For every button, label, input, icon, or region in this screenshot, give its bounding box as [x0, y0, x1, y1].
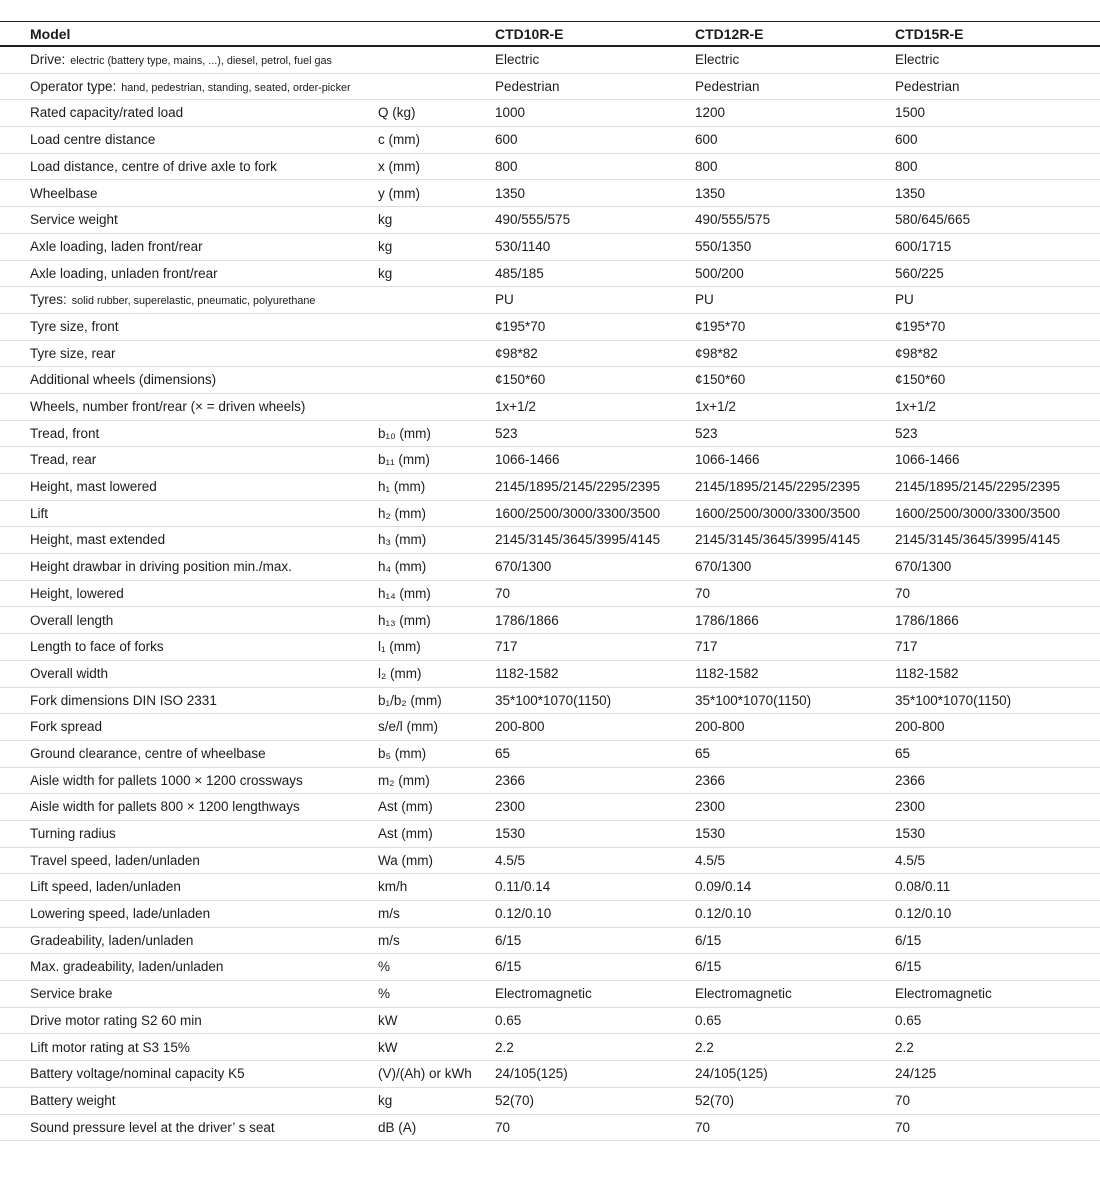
table-row — [0, 341, 1100, 368]
row-unit: kg — [378, 265, 393, 281]
table-row — [0, 688, 1100, 715]
row-label-small-text: electric (battery type, mains, ...), diesel, petrol, fuel gas — [67, 54, 332, 67]
row-label — [30, 213, 378, 227]
row-label-text: Lift motor rating at S3 15% — [30, 1039, 190, 1055]
row-value-ctd10r-e: 2300 — [495, 799, 526, 815]
row-value-ctd12r-e: 1200 — [695, 105, 726, 121]
row-value-ctd15r-e: 65 — [895, 745, 911, 761]
table-row — [0, 821, 1100, 848]
row-value-ctd12r-e: 2366 — [695, 772, 726, 788]
row-label — [30, 1121, 378, 1135]
row-label — [30, 774, 378, 788]
row-label-text: Height drawbar in driving position min./max. — [30, 559, 292, 575]
row-label-text: Turning radius — [30, 826, 116, 842]
row-value-ctd15r-e: Electric — [895, 52, 940, 68]
row-value-ctd12r-e: 1786/1866 — [695, 612, 759, 628]
row-value-ctd12r-e: 2145/3145/3645/3995/4145 — [695, 532, 861, 548]
model-header-label: Model — [30, 25, 71, 42]
row-label-text: Tyre size, rear — [30, 345, 116, 361]
row-value-ctd12r-e: 2.2 — [695, 1039, 714, 1055]
row-value-ctd12r-e: 35*100*1070(1150) — [695, 692, 812, 708]
row-label-text: Fork spread — [30, 719, 103, 735]
row-value-ctd12r-e: 0.09/0.14 — [695, 879, 752, 895]
row-value-ctd15r-e: 2300 — [895, 799, 926, 815]
row-value-ctd12r-e: 6/15 — [695, 932, 722, 948]
row-value-ctd10r-e: 4.5/5 — [495, 852, 526, 868]
row-value-ctd15r-e: 2366 — [895, 772, 926, 788]
row-label — [30, 453, 378, 467]
table-row — [0, 874, 1100, 901]
row-value-ctd10r-e: 1600/2500/3000/3300/3500 — [495, 505, 661, 521]
table-row — [0, 100, 1100, 127]
row-label-text: Height, mast extended — [30, 532, 166, 548]
row-value-ctd12r-e: 1182-1582 — [695, 665, 759, 681]
table-row — [0, 287, 1100, 314]
row-unit: % — [378, 986, 391, 1002]
row-value-ctd15r-e: 0.65 — [895, 1012, 922, 1028]
row-value-ctd12r-e: 1530 — [695, 826, 726, 842]
row-unit: c (mm) — [378, 132, 420, 148]
row-unit: m/s — [378, 932, 400, 948]
row-value-ctd12r-e: PU — [695, 292, 714, 308]
row-value-ctd10r-e: 600 — [495, 132, 518, 148]
row-label-text: Service weight — [30, 212, 118, 228]
row-label — [30, 480, 378, 494]
table-row — [0, 1115, 1100, 1142]
row-label-text: Wheelbase — [30, 185, 98, 201]
row-label — [30, 240, 378, 254]
table-row — [0, 180, 1100, 207]
row-label — [30, 80, 378, 94]
row-label-text: Height, lowered — [30, 585, 124, 601]
row-value-ctd12r-e: 4.5/5 — [695, 852, 726, 868]
table-row — [0, 447, 1100, 474]
row-value-ctd15r-e: Pedestrian — [895, 78, 960, 94]
row-label — [30, 427, 378, 441]
row-label-text: Tread, front — [30, 425, 100, 441]
row-value-ctd12r-e: 1066-1466 — [695, 452, 760, 468]
row-value-ctd15r-e: 1786/1866 — [895, 612, 959, 628]
table-row — [0, 1034, 1100, 1061]
table-row — [0, 848, 1100, 875]
row-value-ctd15r-e: 0.12/0.10 — [895, 906, 952, 922]
row-label — [30, 1041, 378, 1055]
row-value-ctd10r-e: 1000 — [495, 105, 526, 121]
table-row — [0, 154, 1100, 181]
row-value-ctd10r-e: 0.65 — [495, 1012, 522, 1028]
row-value-ctd15r-e: 70 — [895, 1092, 911, 1108]
table-row — [0, 527, 1100, 554]
table-row — [0, 47, 1100, 74]
row-label — [30, 293, 378, 307]
row-label-text: Lift — [30, 505, 49, 521]
row-label-text: Travel speed, laden/unladen — [30, 852, 200, 868]
row-label — [30, 880, 378, 894]
row-value-ctd15r-e: Electromagnetic — [895, 986, 992, 1002]
row-label — [30, 854, 378, 868]
row-value-ctd12r-e: 1350 — [695, 185, 726, 201]
row-label-text: Battery voltage/nominal capacity K5 — [30, 1066, 245, 1082]
row-label-text: Battery weight — [30, 1092, 116, 1108]
row-value-ctd10r-e: 670/1300 — [495, 559, 552, 575]
row-value-ctd12r-e: 490/555/575 — [695, 212, 771, 228]
row-unit: h₄ (mm) — [378, 559, 427, 575]
row-label-text: Length to face of forks — [30, 639, 164, 655]
row-value-ctd12r-e: 200-800 — [695, 719, 745, 735]
row-value-ctd15r-e: 800 — [895, 158, 918, 174]
row-value-ctd15r-e: 1066-1466 — [895, 452, 960, 468]
table-row — [0, 741, 1100, 768]
row-value-ctd10r-e: 200-800 — [495, 719, 545, 735]
row-label — [30, 106, 378, 120]
row-label-text: Drive motor rating S2 60 min — [30, 1012, 202, 1028]
row-value-ctd15r-e: ¢98*82 — [895, 345, 938, 361]
row-label-text: Gradeability, laden/unladen — [30, 932, 194, 948]
row-value-ctd10r-e: 485/185 — [495, 265, 544, 281]
row-value-ctd15r-e: 1530 — [895, 826, 926, 842]
row-unit: km/h — [378, 879, 408, 895]
row-label-text: Lift speed, laden/unladen — [30, 879, 181, 895]
row-label — [30, 987, 378, 1001]
row-label-text: Drive: — [30, 51, 66, 67]
row-label-text: Aisle width for pallets 1000 × 1200 crossways — [30, 772, 303, 788]
row-unit: h₃ (mm) — [378, 532, 427, 548]
row-unit: kW — [378, 1039, 398, 1055]
row-unit: h₂ (mm) — [378, 505, 426, 521]
table-row — [0, 901, 1100, 928]
row-value-ctd10r-e: 2145/1895/2145/2295/2395 — [495, 479, 661, 495]
table-row — [0, 981, 1100, 1008]
row-label — [30, 800, 378, 814]
row-label-text: Overall length — [30, 612, 114, 628]
row-unit: h₁₄ (mm) — [378, 585, 431, 601]
row-value-ctd10r-e: ¢195*70 — [495, 318, 546, 334]
row-unit: Wa (mm) — [378, 852, 433, 868]
row-label — [30, 720, 378, 734]
table-row — [0, 207, 1100, 234]
row-label — [30, 1014, 378, 1028]
row-unit: b₅ (mm) — [378, 745, 427, 761]
row-label — [30, 827, 378, 841]
row-value-ctd15r-e: 560/225 — [895, 265, 944, 281]
row-value-ctd12r-e: ¢98*82 — [695, 345, 738, 361]
row-value-ctd10r-e: 1530 — [495, 826, 526, 842]
row-value-ctd12r-e: ¢195*70 — [695, 318, 746, 334]
row-value-ctd12r-e: 2145/1895/2145/2295/2395 — [695, 479, 861, 495]
row-value-ctd12r-e: 717 — [695, 639, 718, 655]
row-label-small-text: solid rubber, superelastic, pneumatic, polyurethane — [68, 295, 316, 308]
row-label — [30, 667, 378, 681]
row-label-text: Load centre distance — [30, 132, 156, 148]
row-label — [30, 694, 378, 708]
row-value-ctd15r-e: 6/15 — [895, 932, 922, 948]
row-label — [30, 1094, 378, 1108]
row-unit: b₁₁ (mm) — [378, 452, 430, 468]
row-value-ctd12r-e: Pedestrian — [695, 78, 760, 94]
table-row — [0, 954, 1100, 981]
row-value-ctd12r-e: 70 — [695, 585, 711, 601]
row-value-ctd10r-e: 6/15 — [495, 959, 522, 975]
row-value-ctd15r-e: ¢150*60 — [895, 372, 946, 388]
spec-sheet-page — [0, 21, 1100, 1187]
table-row — [0, 661, 1100, 688]
row-value-ctd15r-e: 4.5/5 — [895, 852, 926, 868]
row-unit: (V)/(Ah) or kWh — [378, 1066, 472, 1082]
row-value-ctd12r-e: 0.12/0.10 — [695, 906, 752, 922]
row-label-text: Tyre size, front — [30, 318, 119, 334]
row-value-ctd15r-e: 600/1715 — [895, 238, 952, 254]
row-value-ctd10r-e: 530/1140 — [495, 238, 551, 254]
row-value-ctd15r-e: 600 — [895, 132, 918, 148]
row-label-text: Tyres: — [30, 292, 67, 308]
table-row — [0, 74, 1100, 101]
row-value-ctd15r-e: 523 — [895, 425, 918, 441]
row-value-ctd15r-e: PU — [895, 292, 914, 308]
row-value-ctd12r-e: 1x+1/2 — [695, 399, 736, 415]
table-row — [0, 581, 1100, 608]
row-value-ctd12r-e: 600 — [695, 132, 718, 148]
table-row — [0, 768, 1100, 795]
row-unit: y (mm) — [378, 185, 420, 201]
row-label — [30, 507, 378, 521]
table-row — [0, 474, 1100, 501]
row-unit: kg — [378, 1092, 393, 1108]
row-value-ctd12r-e: 670/1300 — [695, 559, 752, 575]
table-row — [0, 314, 1100, 341]
row-label-text: Aisle width for pallets 800 × 1200 lengthways — [30, 799, 300, 815]
row-label — [30, 960, 378, 974]
row-label-text: Service brake — [30, 986, 113, 1002]
row-value-ctd10r-e: 2.2 — [495, 1039, 514, 1055]
row-label — [30, 614, 378, 628]
row-value-ctd15r-e: 0.08/0.11 — [895, 879, 951, 895]
row-value-ctd12r-e: 1600/2500/3000/3300/3500 — [695, 505, 861, 521]
row-label-text: Load distance, centre of drive axle to fork — [30, 158, 277, 174]
table-row — [0, 394, 1100, 421]
row-label-text: Rated capacity/rated load — [30, 105, 184, 121]
row-value-ctd12r-e: 65 — [695, 745, 711, 761]
table-row — [0, 794, 1100, 821]
row-value-ctd12r-e: 500/200 — [695, 265, 744, 281]
row-value-ctd10r-e: 2366 — [495, 772, 526, 788]
row-label — [30, 907, 378, 921]
table-row — [0, 714, 1100, 741]
row-unit: m/s — [378, 906, 400, 922]
row-value-ctd15r-e: ¢195*70 — [895, 318, 946, 334]
row-value-ctd15r-e: 70 — [895, 1119, 911, 1135]
row-unit: l₁ (mm) — [378, 639, 421, 655]
row-label — [30, 747, 378, 761]
row-value-ctd12r-e: 800 — [695, 158, 718, 174]
row-value-ctd12r-e: 2300 — [695, 799, 726, 815]
column-header-ctd10r-e: CTD10R-E — [495, 25, 564, 42]
row-value-ctd10r-e: 1066-1466 — [495, 452, 560, 468]
row-value-ctd15r-e: 1600/2500/3000/3300/3500 — [895, 505, 1061, 521]
row-label-text: Tread, rear — [30, 452, 97, 468]
row-value-ctd15r-e: 1182-1582 — [895, 665, 959, 681]
row-label — [30, 533, 378, 547]
row-value-ctd10r-e: Pedestrian — [495, 78, 560, 94]
row-label — [30, 187, 378, 201]
table-row — [0, 421, 1100, 448]
row-value-ctd15r-e: 200-800 — [895, 719, 945, 735]
row-value-ctd10r-e: 0.12/0.10 — [495, 906, 552, 922]
row-unit: l₂ (mm) — [378, 665, 422, 681]
table-row — [0, 1061, 1100, 1088]
row-label — [30, 640, 378, 654]
table-row — [0, 501, 1100, 528]
row-value-ctd15r-e: 1500 — [895, 105, 926, 121]
table-row — [0, 1088, 1100, 1115]
table-row — [0, 1008, 1100, 1035]
row-value-ctd15r-e: 70 — [895, 585, 911, 601]
row-value-ctd10r-e: 52(70) — [495, 1092, 535, 1108]
row-value-ctd10r-e: 24/105(125) — [495, 1066, 568, 1082]
row-label — [30, 347, 378, 361]
row-label — [30, 560, 378, 574]
row-value-ctd10r-e: 1x+1/2 — [495, 399, 536, 415]
table-row — [0, 127, 1100, 154]
row-unit: kg — [378, 212, 393, 228]
row-value-ctd10r-e: 35*100*1070(1150) — [495, 692, 612, 708]
row-label-small-text: hand, pedestrian, standing, seated, order-picker — [118, 81, 351, 94]
row-label-text: Additional wheels (dimensions) — [30, 372, 217, 388]
row-label — [30, 133, 378, 147]
row-value-ctd12r-e: 52(70) — [695, 1092, 735, 1108]
row-label — [30, 373, 378, 387]
row-value-ctd12r-e: Electromagnetic — [695, 986, 792, 1002]
row-unit: b₁₀ (mm) — [378, 425, 431, 441]
row-value-ctd10r-e: 1786/1866 — [495, 612, 559, 628]
row-value-ctd10r-e: ¢150*60 — [495, 372, 546, 388]
row-value-ctd10r-e: 1350 — [495, 185, 526, 201]
row-unit: Q (kg) — [378, 105, 416, 121]
row-value-ctd12r-e: 24/105(125) — [695, 1066, 768, 1082]
row-value-ctd10r-e: PU — [495, 292, 514, 308]
row-label-text: Fork dimensions DIN ISO 2331 — [30, 692, 217, 708]
row-value-ctd15r-e: 1x+1/2 — [895, 399, 936, 415]
row-unit: h₁₃ (mm) — [378, 612, 431, 628]
row-unit: dB (A) — [378, 1119, 417, 1135]
row-value-ctd10r-e: 70 — [495, 585, 511, 601]
row-value-ctd10r-e: 0.11/0.14 — [495, 879, 551, 895]
row-unit: m₂ (mm) — [378, 772, 430, 788]
row-value-ctd15r-e: 670/1300 — [895, 559, 952, 575]
row-value-ctd12r-e: Electric — [695, 52, 740, 68]
row-value-ctd10r-e: ¢98*82 — [495, 345, 538, 361]
table-row — [0, 607, 1100, 634]
row-value-ctd15r-e: 717 — [895, 639, 918, 655]
row-label-text: Axle loading, laden front/rear — [30, 238, 203, 254]
row-unit: Ast (mm) — [378, 799, 433, 815]
table-row — [0, 234, 1100, 261]
row-value-ctd15r-e: 2145/1895/2145/2295/2395 — [895, 479, 1061, 495]
column-header-ctd12r-e: CTD12R-E — [695, 25, 764, 42]
row-value-ctd12r-e: 70 — [695, 1119, 711, 1135]
row-value-ctd12r-e: 0.65 — [695, 1012, 722, 1028]
row-label-text: Operator type: — [30, 78, 117, 94]
row-value-ctd10r-e: 717 — [495, 639, 518, 655]
row-value-ctd15r-e: 580/645/665 — [895, 212, 971, 228]
specification-table — [0, 21, 1100, 1141]
row-label — [30, 934, 378, 948]
row-value-ctd10r-e: 800 — [495, 158, 518, 174]
row-value-ctd10r-e: Electric — [495, 52, 540, 68]
row-label — [30, 160, 378, 174]
row-label — [30, 587, 378, 601]
column-header-ctd15r-e: CTD15R-E — [895, 25, 964, 42]
row-value-ctd10r-e: 523 — [495, 425, 518, 441]
row-unit: % — [378, 959, 391, 975]
table-row — [0, 261, 1100, 288]
row-value-ctd15r-e: 2.2 — [895, 1039, 914, 1055]
row-label-text: Axle loading, unladen front/rear — [30, 265, 218, 281]
row-value-ctd15r-e: 6/15 — [895, 959, 922, 975]
row-value-ctd10r-e: 70 — [495, 1119, 511, 1135]
row-label — [30, 267, 378, 281]
row-unit: x (mm) — [378, 158, 420, 174]
row-value-ctd12r-e: 550/1350 — [695, 238, 752, 254]
row-value-ctd15r-e: 2145/3145/3645/3995/4145 — [895, 532, 1061, 548]
row-value-ctd12r-e: 6/15 — [695, 959, 722, 975]
table-body — [0, 47, 1100, 1141]
row-value-ctd10r-e: 490/555/575 — [495, 212, 571, 228]
table-row — [0, 634, 1100, 661]
table-row — [0, 928, 1100, 955]
row-label-text: Overall width — [30, 665, 109, 681]
row-value-ctd10r-e: 65 — [495, 745, 511, 761]
row-unit: b₁/b₂ (mm) — [378, 692, 442, 708]
row-label-text: Wheels, number front/rear (× = driven wheels) — [30, 399, 306, 415]
row-unit: kg — [378, 238, 393, 254]
row-unit: Ast (mm) — [378, 826, 433, 842]
row-value-ctd15r-e: 35*100*1070(1150) — [895, 692, 1012, 708]
row-label — [30, 53, 378, 67]
row-label — [30, 400, 378, 414]
row-value-ctd10r-e: 2145/3145/3645/3995/4145 — [495, 532, 661, 548]
row-label-text: Lowering speed, lade/unladen — [30, 906, 211, 922]
table-header-row — [0, 21, 1100, 47]
row-label-text: Ground clearance, centre of wheelbase — [30, 745, 266, 761]
row-value-ctd15r-e: 24/125 — [895, 1066, 937, 1082]
row-unit: h₁ (mm) — [378, 479, 426, 495]
row-value-ctd10r-e: 6/15 — [495, 932, 522, 948]
row-label-text: Height, mast lowered — [30, 479, 157, 495]
row-value-ctd10r-e: Electromagnetic — [495, 986, 592, 1002]
table-row — [0, 554, 1100, 581]
row-label-text: Sound pressure level at the driver’ s seat — [30, 1119, 275, 1135]
table-row — [0, 367, 1100, 394]
row-value-ctd10r-e: 1182-1582 — [495, 665, 559, 681]
row-value-ctd12r-e: ¢150*60 — [695, 372, 746, 388]
row-value-ctd12r-e: 523 — [695, 425, 718, 441]
row-unit: kW — [378, 1012, 398, 1028]
row-value-ctd15r-e: 1350 — [895, 185, 926, 201]
row-label — [30, 320, 378, 334]
row-label — [30, 1067, 378, 1081]
row-label-text: Max. gradeability, laden/unladen — [30, 959, 224, 975]
row-unit: s/e/l (mm) — [378, 719, 438, 735]
